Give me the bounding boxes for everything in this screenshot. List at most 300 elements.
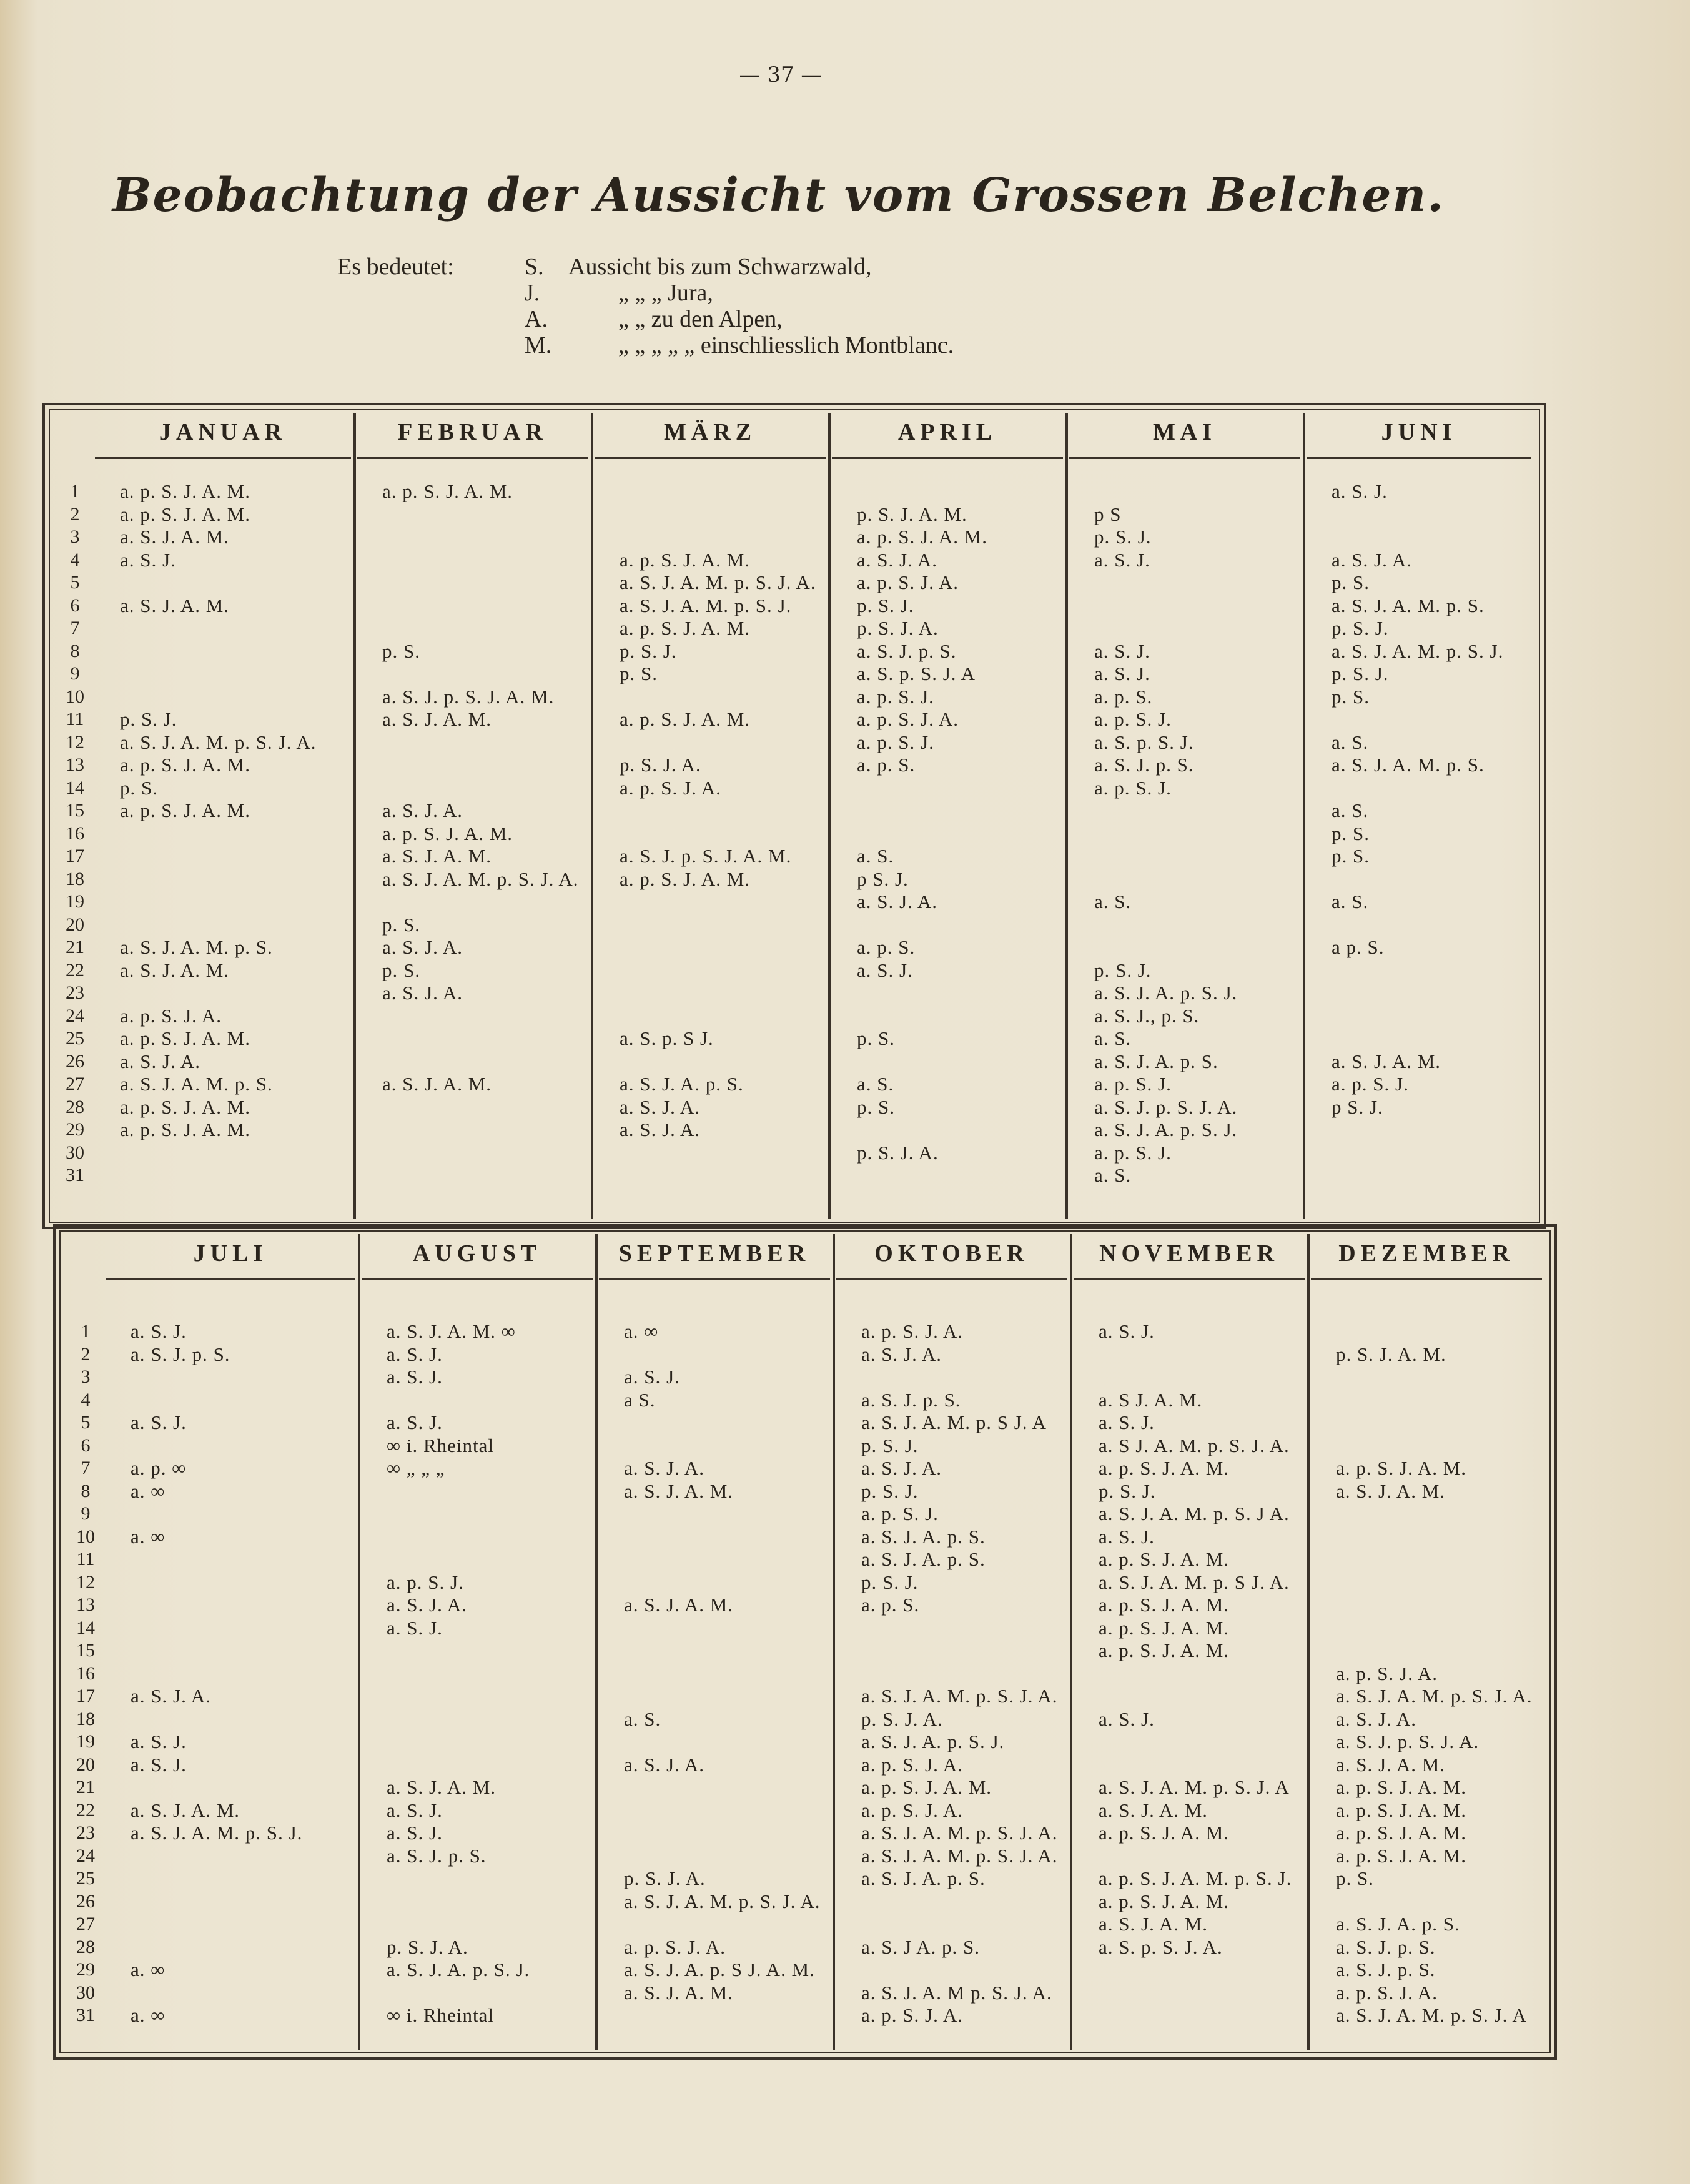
day-number: 15 bbox=[76, 1640, 95, 1661]
observation-entry: p. S. J. A. M. bbox=[1336, 1343, 1446, 1365]
observation-entry: p. S. bbox=[857, 1027, 895, 1049]
observation-entry: a. S. J. bbox=[387, 1822, 443, 1844]
observation-entry: p. S. J. bbox=[1332, 663, 1389, 684]
observation-entry: a. S. J. A. bbox=[857, 548, 937, 571]
observation-entry: a. p. S. J. A. M. bbox=[1099, 1594, 1230, 1616]
column-divider bbox=[1065, 413, 1068, 1219]
observation-entry: a. p. S. J. bbox=[1094, 776, 1172, 799]
legend-code: S. bbox=[525, 254, 544, 280]
observation-entry: a. p. S. J. A. M. bbox=[120, 1119, 251, 1140]
observation-entry: a. S. J. A. p. S. J. bbox=[1094, 982, 1238, 1004]
observation-entry: ∞ „ „ „ bbox=[387, 1457, 445, 1479]
observation-entry: a. S. J. A. bbox=[120, 1050, 200, 1072]
observation-entry: p. S. J. A. bbox=[624, 1867, 706, 1889]
observation-entry: a. S. J. A. bbox=[131, 1685, 211, 1707]
observation-entry: a. S. J A. p. S. bbox=[861, 1935, 980, 1958]
day-number: 29 bbox=[76, 1959, 95, 1980]
day-number: 17 bbox=[66, 846, 84, 866]
observation-entry: a. S. J. bbox=[131, 1753, 187, 1776]
observation-entry: p. S. J. A. bbox=[620, 754, 701, 776]
observation-entry: a. p. S. J. A. bbox=[120, 1004, 222, 1027]
legend-text: „ „ „ Jura, bbox=[618, 280, 713, 306]
observation-entry: a. S. p. S. J. bbox=[1094, 731, 1194, 753]
column-divider bbox=[591, 413, 593, 1219]
observation-entry: a. S. J. A. M. p. S. J. bbox=[1332, 640, 1504, 662]
legend-code: A. bbox=[525, 306, 548, 332]
observation-entry: a. S. J. A. bbox=[382, 936, 463, 958]
day-number: 21 bbox=[66, 937, 84, 957]
observation-entry: a. S. J. A. M. p. S. J. A. bbox=[624, 1890, 821, 1912]
observation-entry: p. S. J. A. bbox=[857, 1141, 939, 1164]
month-header-november: NOVEMBER bbox=[1074, 1234, 1305, 1280]
observation-entry: p S. J. bbox=[1332, 1095, 1383, 1118]
legend-text: „ „ „ „ „ einschliesslich Montblanc. bbox=[618, 332, 954, 358]
month-header-oktober: OKTOBER bbox=[836, 1234, 1067, 1280]
observation-entry: a. S. bbox=[1094, 1164, 1132, 1186]
day-number: 4 bbox=[70, 549, 80, 570]
observation-entry: a. S. J. bbox=[131, 1411, 187, 1433]
observation-entry: a. S. J. A. p. S J. A. M. bbox=[624, 1959, 815, 1980]
legend-text: „ „ zu den Alpen, bbox=[618, 306, 783, 332]
observation-entry: a. S. J. A. M. bbox=[120, 594, 230, 616]
observation-entry: a. S. J. bbox=[387, 1366, 443, 1388]
observation-entry: a. S. J. A. M. p. S. J. A. bbox=[620, 571, 816, 593]
observation-entry: a. S. bbox=[1094, 891, 1132, 912]
observation-entry: a. S. J. A. bbox=[620, 1095, 700, 1118]
observation-entry: a. S. J. bbox=[1099, 1707, 1155, 1730]
day-number: 26 bbox=[66, 1050, 84, 1072]
observation-entry: ∞ i. Rheintal bbox=[387, 2004, 494, 2026]
observation-entry: ∞ i. Rheintal bbox=[387, 1434, 494, 1456]
observation-entry: a. p. S. J. A. M. bbox=[620, 548, 751, 571]
observation-entry: a. p. S. J. bbox=[861, 1503, 939, 1524]
observation-entry: p. S. bbox=[120, 776, 158, 799]
observation-entry: a. p. S. J. A. M. bbox=[120, 1027, 251, 1049]
day-number: 13 bbox=[66, 754, 84, 775]
observation-entry: p. S. J. bbox=[1094, 526, 1152, 548]
observation-entry: a. S. J., p. S. bbox=[1094, 1004, 1200, 1027]
observation-entry: a. S. J. A. bbox=[387, 1594, 467, 1616]
observation-entry: a. S. J. p. S. J. A. bbox=[1094, 1095, 1238, 1118]
observation-entry: a. S. bbox=[1332, 891, 1369, 912]
observation-entry: a. S J. A. M. p. S. J. A. bbox=[1099, 1434, 1290, 1456]
table-inner-border bbox=[49, 409, 1540, 1223]
observation-entry: a. S. J. bbox=[1099, 1525, 1155, 1548]
observation-entry: a. S. J. A. M. p. S. J. A bbox=[1099, 1776, 1290, 1798]
observation-entry: p. S. J. bbox=[1099, 1480, 1156, 1502]
observation-entry: p. S. J. A. bbox=[861, 1707, 943, 1730]
observation-entry: a. S. J. bbox=[1099, 1411, 1155, 1433]
observation-entry: a. ∞ bbox=[131, 1525, 166, 1548]
observation-entry: a. S. J. bbox=[387, 1343, 443, 1365]
observation-entry: a. p. S. J. A. M. bbox=[1099, 1548, 1230, 1570]
observation-entry: a. S. J. A. M. bbox=[382, 845, 492, 867]
column-divider bbox=[1303, 413, 1305, 1219]
observation-entry: a. p. S. J. A. M. bbox=[382, 822, 513, 844]
day-number: 6 bbox=[70, 595, 80, 616]
observation-entry: a. p. S. J. A. M. bbox=[857, 526, 988, 548]
observation-entry: a. S. J. A. M. bbox=[1099, 1913, 1208, 1935]
observation-entry: a. S. J. A. bbox=[620, 1119, 700, 1140]
day-number: 9 bbox=[81, 1503, 91, 1524]
observation-entry: a. S. J. A. M. bbox=[624, 1594, 734, 1616]
month-header-april: APRIL bbox=[832, 413, 1063, 459]
day-number: 23 bbox=[76, 1822, 95, 1843]
day-number: 28 bbox=[76, 1936, 95, 1957]
column-divider bbox=[1070, 1234, 1072, 2050]
observation-entry: p S bbox=[1094, 503, 1122, 525]
day-number: 19 bbox=[76, 1731, 95, 1752]
observation-entry: a. p. S. J. A. bbox=[1336, 1662, 1438, 1684]
day-number: 27 bbox=[76, 1914, 95, 1934]
observation-entry: a. S. J. A. p. S. bbox=[1094, 1050, 1218, 1072]
observation-entry: a. S. J. bbox=[387, 1799, 443, 1821]
observation-entry: a. p. S. bbox=[861, 1594, 920, 1616]
observation-entry: a. S. J. A. p. S. bbox=[620, 1073, 744, 1095]
day-number: 28 bbox=[66, 1096, 84, 1117]
observation-entry: a. p. S. J. A. bbox=[861, 1320, 963, 1342]
day-number: 30 bbox=[66, 1142, 84, 1163]
table-inner-border bbox=[59, 1230, 1551, 2053]
observation-entry: a. S. J. A. p. S. J. bbox=[1094, 1119, 1238, 1140]
observation-entry: a. S. J. A. M. p. S. bbox=[1332, 754, 1485, 776]
day-number: 24 bbox=[76, 1845, 95, 1866]
day-number: 25 bbox=[76, 1868, 95, 1889]
day-number: 15 bbox=[66, 800, 84, 821]
observation-entry: a. S. J. A. bbox=[861, 1343, 942, 1365]
observation-entry: p. S. J. A. bbox=[857, 617, 939, 639]
day-number: 16 bbox=[76, 1663, 95, 1684]
observation-entry: p. S. bbox=[382, 913, 420, 936]
observation-entry: a. S. J. bbox=[1099, 1320, 1155, 1342]
observation-entry: a. S. J. A. bbox=[861, 1457, 942, 1479]
observation-entry: a. p. S. J. bbox=[1094, 1073, 1172, 1095]
observation-entry: p. S. bbox=[1336, 1867, 1374, 1889]
day-number: 18 bbox=[76, 1708, 95, 1729]
observation-entry: a. S. J. A. M. p. S. J. bbox=[620, 594, 792, 616]
day-number: 26 bbox=[76, 1890, 95, 1912]
observation-entry: a. S. J. bbox=[1094, 548, 1150, 571]
observation-entry: a. S. J. bbox=[624, 1366, 680, 1388]
day-number: 11 bbox=[66, 709, 84, 729]
observation-entry: a. S. J. A. bbox=[1332, 548, 1412, 571]
observation-entry: p. S. J. bbox=[620, 640, 677, 662]
observation-entry: a. S. J. A. M. p. S. J. A. bbox=[861, 1844, 1058, 1867]
observation-entry: p S. J. bbox=[857, 867, 909, 890]
observation-entry: a. p. S. J. A. M. bbox=[1336, 1844, 1467, 1867]
observation-entry: a. S. J. A. M. bbox=[624, 1480, 734, 1502]
observation-entry: a. S. J. A. M. p. S. J A. bbox=[1099, 1503, 1290, 1524]
observation-entry: a. S. bbox=[1332, 799, 1369, 821]
observation-entry: p. S. bbox=[382, 959, 420, 981]
observation-entry: a. ∞ bbox=[131, 2004, 166, 2026]
day-number: 7 bbox=[81, 1458, 91, 1478]
day-number: 8 bbox=[81, 1480, 91, 1501]
observation-entry: p. S. bbox=[620, 663, 658, 684]
day-number: 12 bbox=[66, 731, 84, 753]
observation-entry: a. S. J. A. M. p. S. J. A. bbox=[861, 1822, 1058, 1844]
observation-entry: a. S. J. A. M. bbox=[382, 708, 492, 730]
legend-code: J. bbox=[525, 280, 540, 306]
day-number: 8 bbox=[70, 640, 80, 661]
observation-entry: a. S. J. A. M. p. S J. A. bbox=[1099, 1571, 1290, 1593]
observation-entry: a. p. S. bbox=[857, 754, 916, 776]
day-number: 16 bbox=[66, 823, 84, 844]
observation-entry: a. p. S. J. A. M. bbox=[120, 754, 251, 776]
observation-entry: a. S J. A. M. bbox=[1099, 1388, 1203, 1411]
column-divider bbox=[595, 1234, 598, 2050]
day-number: 10 bbox=[66, 686, 84, 707]
observation-entry: a. S. J. A. M. bbox=[131, 1799, 240, 1821]
observation-entry: a. S. bbox=[857, 845, 894, 867]
observation-entry: a. ∞ bbox=[131, 1959, 166, 1980]
observation-entry: a. p. S. J. A. M. bbox=[1099, 1457, 1230, 1479]
observation-entry: a. S. J. A. bbox=[382, 982, 463, 1004]
observation-entry: a. S. J. A. p. S. J. bbox=[387, 1959, 530, 1980]
observation-entry: a. S. J. p. S. bbox=[861, 1388, 961, 1411]
day-number: 19 bbox=[66, 891, 84, 912]
observation-entry: a. p. S. J. A. M. bbox=[1099, 1639, 1230, 1661]
month-header-august: AUGUST bbox=[362, 1234, 593, 1280]
day-number: 23 bbox=[66, 982, 84, 1003]
observation-entry: a. p. ∞ bbox=[131, 1457, 187, 1479]
observation-entry: p. S. J. bbox=[1094, 959, 1152, 981]
day-number: 3 bbox=[81, 1366, 91, 1387]
observation-entry: a. S. J. A. M. p. S J. A bbox=[861, 1411, 1047, 1433]
observation-entry: a. p. S. J. A. M. bbox=[120, 480, 251, 502]
observation-entry: a. S. J. p. S. bbox=[1336, 1959, 1436, 1980]
observation-entry: a. p. S. J. A. bbox=[861, 2004, 963, 2026]
observation-entry: a. S. J. A. p. S. J. bbox=[861, 1731, 1005, 1752]
day-number: 5 bbox=[81, 1412, 91, 1433]
day-number: 6 bbox=[81, 1435, 91, 1456]
observation-entry: a. p. S. J. A. bbox=[857, 708, 959, 730]
day-number: 14 bbox=[76, 1617, 95, 1638]
observation-entry: a. p. S. J. A. bbox=[861, 1799, 963, 1821]
observation-entry: a. S. p. S J. bbox=[620, 1027, 714, 1049]
observation-entry: p. S. J. bbox=[857, 594, 914, 616]
observation-entry: a. p. S. J. A. bbox=[861, 1753, 963, 1776]
column-divider bbox=[833, 1234, 835, 2050]
observation-entry: a. S. J. p. S. bbox=[131, 1343, 230, 1365]
observation-entry: a. S. J. bbox=[1094, 640, 1150, 662]
column-divider bbox=[1307, 1234, 1310, 2050]
observation-entry: p. S. bbox=[857, 1095, 895, 1118]
observation-entry: a. p. S. J. A. M. bbox=[382, 480, 513, 502]
day-number: 1 bbox=[70, 481, 80, 502]
observation-entry: p. S. bbox=[382, 640, 420, 662]
observation-entry: a. p. S. J. A. M. bbox=[1099, 1822, 1230, 1844]
observation-entry: a. p. S. J. bbox=[387, 1571, 464, 1593]
observation-entry: p. S. bbox=[1332, 845, 1370, 867]
observation-entry: a. S. J. A. M. bbox=[387, 1776, 497, 1798]
day-number: 9 bbox=[70, 663, 80, 684]
day-number: 22 bbox=[76, 1799, 95, 1821]
day-number: 30 bbox=[76, 1982, 95, 2003]
observation-entry: p. S. J. bbox=[861, 1434, 919, 1456]
observation-entry: a. S. J. A. bbox=[624, 1753, 704, 1776]
observation-entry: a. S. J. p. S. bbox=[857, 640, 957, 662]
observation-entry: a. p. S. J. A. bbox=[1336, 1981, 1438, 2004]
observation-entry: p. S. J. bbox=[861, 1480, 919, 1502]
observation-entry: a p. S. bbox=[1332, 936, 1385, 958]
observation-entry: a. p. S. J. A. M. p. S. J. bbox=[1099, 1867, 1292, 1889]
observation-entry: a. S. J. A. M. bbox=[120, 526, 230, 548]
observation-entry: p. S. bbox=[1332, 822, 1370, 844]
observation-entry: a. p. S. J. A. M. bbox=[1336, 1457, 1467, 1479]
day-number: 25 bbox=[66, 1028, 84, 1049]
observation-entry: p. S. bbox=[1332, 685, 1370, 708]
day-number: 21 bbox=[76, 1777, 95, 1797]
observation-entry: a. S. J. bbox=[387, 1411, 443, 1433]
observation-entry: a. S. bbox=[857, 1073, 894, 1095]
observation-entry: a. ∞ bbox=[131, 1480, 166, 1502]
observation-entry: a. S. J. A. M. bbox=[624, 1981, 734, 2004]
day-number: 20 bbox=[76, 1754, 95, 1775]
column-divider bbox=[828, 413, 831, 1219]
observation-entry: a. S. J. bbox=[387, 1616, 443, 1639]
column-divider bbox=[358, 1234, 360, 2050]
observation-entry: a. S. J. A. M. p. S. J. A bbox=[1336, 2004, 1527, 2026]
month-header-januar: JANUAR bbox=[95, 413, 351, 459]
month-header-märz: MÄRZ bbox=[595, 413, 826, 459]
observation-entry: a. p. S. J. A. M. bbox=[120, 1095, 251, 1118]
observation-entry: p. S. J. A. M. bbox=[857, 503, 967, 525]
observation-entry: a. S. bbox=[1094, 1027, 1132, 1049]
day-number: 2 bbox=[70, 503, 80, 525]
observation-entry: a. S. J. bbox=[131, 1731, 187, 1752]
observation-entry: a. p. S. J. bbox=[1332, 1073, 1409, 1095]
day-number: 11 bbox=[76, 1549, 95, 1569]
day-number: 14 bbox=[66, 777, 84, 798]
observation-entry: a. S. J. bbox=[1332, 480, 1388, 502]
day-number: 10 bbox=[76, 1526, 95, 1547]
legend-text: Aussicht bis zum Schwarzwald, bbox=[568, 254, 872, 280]
observation-entry: a. p. S. J. A. M. bbox=[1336, 1822, 1467, 1844]
observation-entry: a. S. J. bbox=[131, 1320, 187, 1342]
observation-entry: a. S. J. p. S. J. A. M. bbox=[382, 685, 555, 708]
observation-entry: a. S. J. A. bbox=[624, 1457, 704, 1479]
observation-entry: a. S. J. A. M. ∞ bbox=[387, 1320, 516, 1342]
observation-entry: a. S. J. A. M. bbox=[1332, 1050, 1441, 1072]
observation-entry: a. p. S. J. bbox=[1094, 1141, 1172, 1164]
month-header-dezember: DEZEMBER bbox=[1311, 1234, 1542, 1280]
observation-entry: a. S. J. bbox=[1094, 663, 1150, 684]
observation-table-jul-dec bbox=[53, 1224, 1557, 2060]
day-number: 7 bbox=[70, 618, 80, 638]
observation-entry: a. p. S. J. A. M. bbox=[1099, 1616, 1230, 1639]
observation-entry: a. S. J. bbox=[120, 548, 176, 571]
day-number: 20 bbox=[66, 914, 84, 935]
day-number: 1 bbox=[81, 1321, 91, 1342]
day-number: 3 bbox=[70, 526, 80, 547]
observation-entry: a. S. J. A. M. p. S. bbox=[1332, 594, 1485, 616]
observation-entry: a. S. J. p. S. J. A. bbox=[1336, 1731, 1480, 1752]
month-header-juni: JUNI bbox=[1307, 413, 1531, 459]
month-header-mai: MAI bbox=[1069, 413, 1300, 459]
observation-entry: a. p. S. bbox=[857, 936, 916, 958]
observation-entry: p. S. J. bbox=[1332, 617, 1389, 639]
observation-entry: a. S. J. p. S. bbox=[387, 1844, 487, 1867]
observation-entry: a. S. J. A. p. S. bbox=[861, 1867, 986, 1889]
observation-entry: a. p. S. J. A. M. bbox=[1099, 1890, 1230, 1912]
observation-entry: p. S. bbox=[1332, 571, 1370, 593]
observation-entry: a. p. S. J. A. M. bbox=[1336, 1799, 1467, 1821]
month-header-juli: JULI bbox=[106, 1234, 355, 1280]
day-number: 27 bbox=[66, 1074, 84, 1094]
observation-entry: a. p. S. J. A. M. bbox=[120, 503, 251, 525]
observation-entry: a. S. p. S. J. A bbox=[857, 663, 976, 684]
observation-entry: a. S. J. A. p. S. bbox=[861, 1525, 986, 1548]
observation-entry: a. p. S. J. A. M. bbox=[861, 1776, 992, 1798]
observation-entry: a. p. S. J. A. M. bbox=[620, 708, 751, 730]
day-number: 4 bbox=[81, 1389, 91, 1410]
observation-entry: a. S. J. A. M. p. S. J. A. bbox=[861, 1685, 1058, 1707]
observation-entry: a. S. J. A. M. p. S. J. bbox=[131, 1822, 303, 1844]
observation-entry: a. S. J. A. M p. S. J. A. bbox=[861, 1981, 1052, 2004]
observation-entry: p. S. J. bbox=[120, 708, 177, 730]
observation-entry: a. S. J. A. bbox=[382, 799, 463, 821]
month-header-februar: FEBRUAR bbox=[357, 413, 588, 459]
observation-entry: a. ∞ bbox=[624, 1320, 659, 1342]
observation-entry: a. S. J. A. M. p. S. J. A. bbox=[1336, 1685, 1533, 1707]
observation-entry: a. p. S. bbox=[1094, 685, 1153, 708]
observation-entry: a. S. bbox=[1332, 731, 1369, 753]
observation-table-jan-jun bbox=[42, 403, 1546, 1229]
day-number: 31 bbox=[76, 2005, 95, 2025]
observation-entry: a. S. J. p. S. bbox=[1094, 754, 1194, 776]
observation-entry: a. S. J. A. M. bbox=[382, 1073, 492, 1095]
legend-intro: Es bedeutet: bbox=[337, 254, 454, 280]
observation-entry: a. p. S. J. A. M. bbox=[620, 617, 751, 639]
page-title: Beobachtung der Aussicht vom Grossen Belchen. bbox=[112, 169, 1445, 222]
observation-entry: a. S. bbox=[624, 1707, 661, 1730]
observation-entry: a. p. S. J. bbox=[857, 685, 934, 708]
column-divider bbox=[353, 413, 356, 1219]
observation-entry: a. S. J. p. S. bbox=[1336, 1935, 1436, 1958]
observation-entry: a. S. J. A. M. p. S. bbox=[120, 1073, 273, 1095]
observation-entry: a. p. S. J. A. M. bbox=[120, 799, 251, 821]
observation-entry: a. p. S. J. A. M. bbox=[1336, 1776, 1467, 1798]
day-number: 29 bbox=[66, 1119, 84, 1140]
observation-entry: p. S. J. bbox=[861, 1571, 919, 1593]
day-number: 31 bbox=[66, 1165, 84, 1185]
page-number: — 37 — bbox=[739, 62, 823, 87]
day-number: 22 bbox=[66, 959, 84, 981]
day-number: 2 bbox=[81, 1343, 91, 1365]
observation-entry: a. p. S. J. A. bbox=[857, 571, 959, 593]
day-number: 17 bbox=[76, 1686, 95, 1706]
observation-entry: a. S. p. S. J. A. bbox=[1099, 1935, 1223, 1958]
month-header-september: SEPTEMBER bbox=[599, 1234, 830, 1280]
observation-entry: a. p. S. J. A. M. bbox=[620, 867, 751, 890]
observation-entry: a. S. J. A. p. S. bbox=[861, 1548, 986, 1570]
observation-entry: a. S. J. A. bbox=[1336, 1707, 1416, 1730]
day-number: 24 bbox=[66, 1005, 84, 1026]
observation-entry: a. p. S. J. bbox=[857, 731, 934, 753]
observation-entry: a. S. J. A. p. S. bbox=[1336, 1913, 1460, 1935]
observation-entry: a. p. S. J. bbox=[1094, 708, 1172, 730]
observation-entry: a. S. J. A. M. bbox=[120, 959, 230, 981]
observation-entry: p. S. J. A. bbox=[387, 1935, 468, 1958]
observation-entry: a. S. J. A. M. bbox=[1099, 1799, 1208, 1821]
observation-entry: a. S. J. A. M. p. S. bbox=[120, 936, 273, 958]
day-number: 12 bbox=[76, 1571, 95, 1593]
observation-entry: a. S. J. A. M. p. S. J. A. bbox=[120, 731, 317, 753]
observation-entry: a. S. J. A. M. p. S. J. A. bbox=[382, 867, 579, 890]
day-number: 5 bbox=[70, 572, 80, 593]
observation-entry: a. S. J. A. bbox=[857, 891, 937, 912]
